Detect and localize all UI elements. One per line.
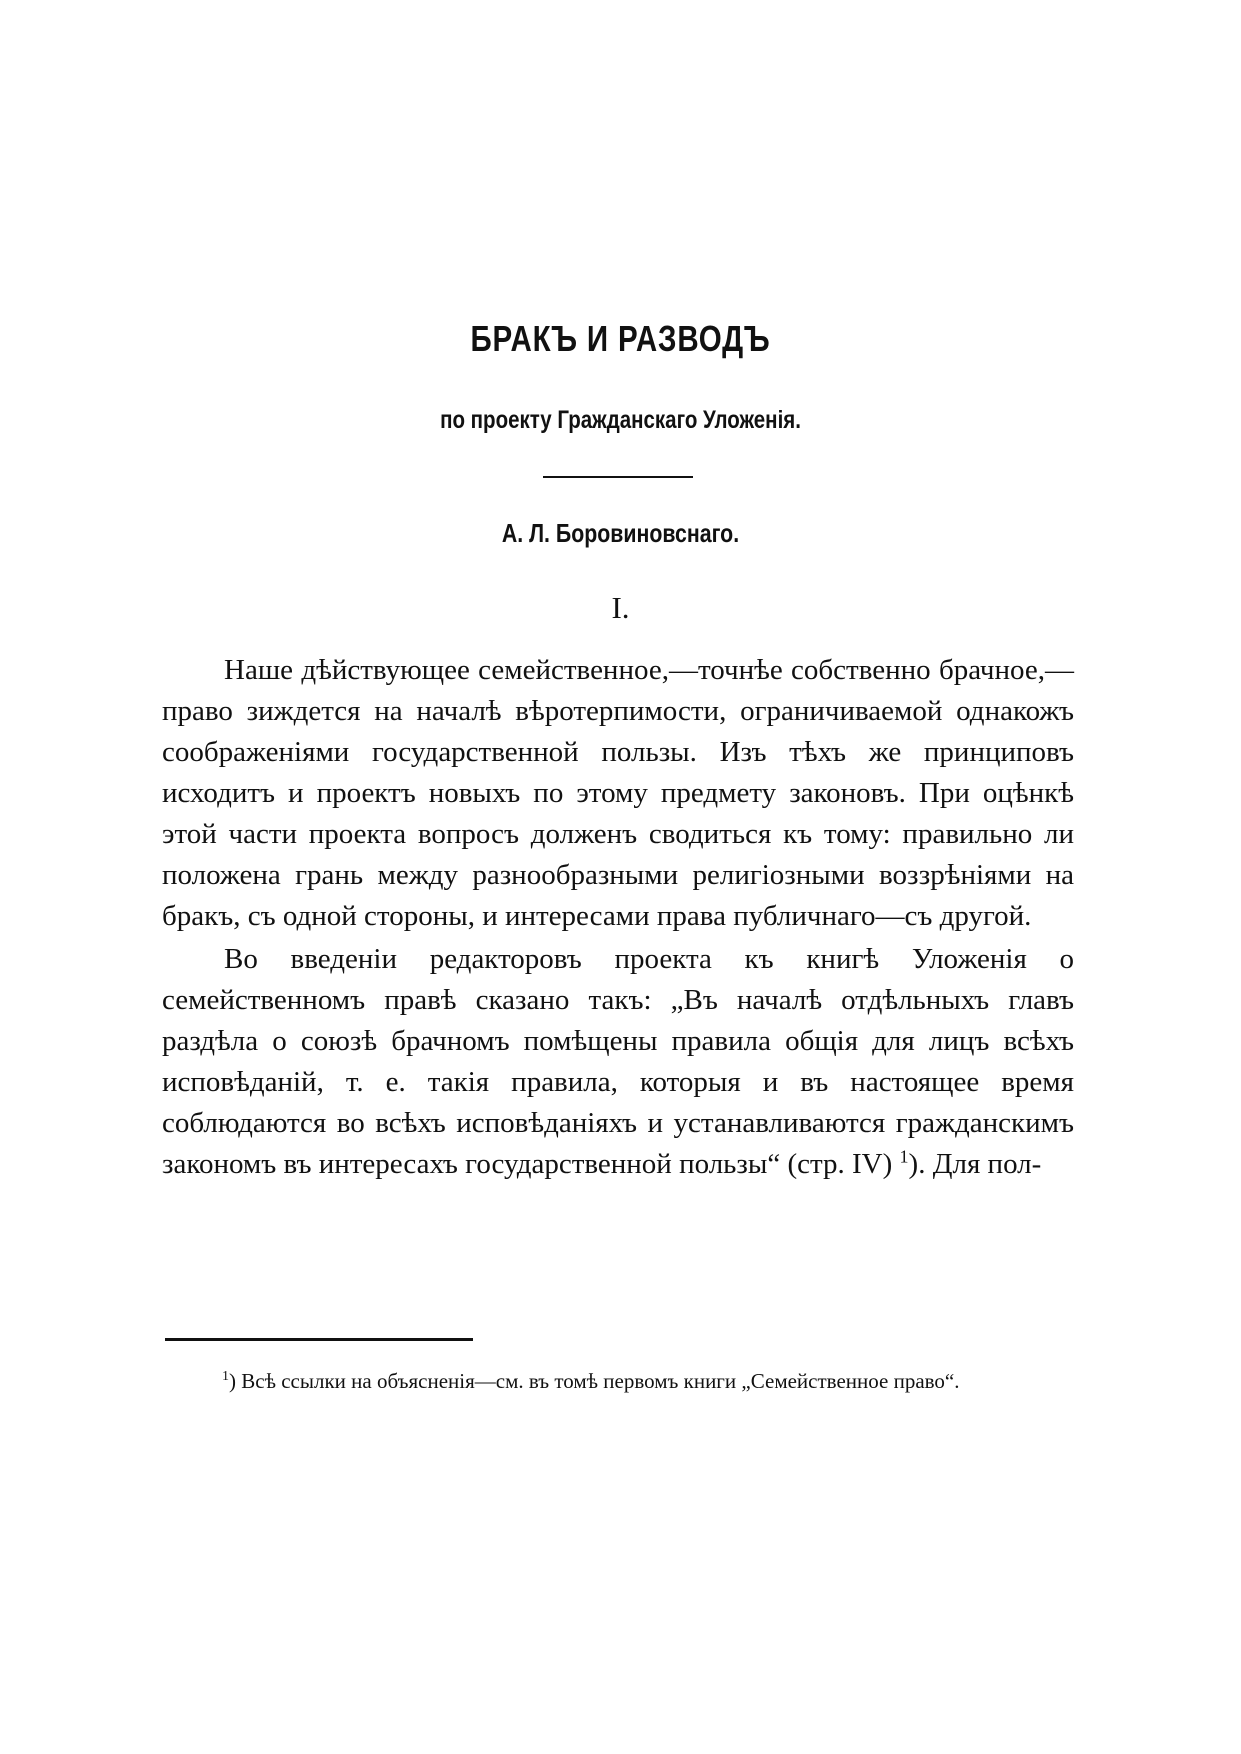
- footnote-reference: 1: [899, 1146, 909, 1167]
- paragraph-2: [162, 939, 1074, 1185]
- footnote-marker: 1: [222, 1369, 229, 1384]
- body-text: [162, 650, 1074, 1185]
- paragraph-1: Наше дѣйствующее семейственное,—точнѣе собственно брачное,—право зиждется на началѣ вѣротерпимости, ограничиваемой однакожъ соображеніями государственной пользы. Изъ тѣхъ же принциповъ исходитъ и проектъ новыхъ по этому предмету законовъ. При оцѣнкѣ этой части проекта вопросъ долженъ сводиться къ тому: правильно ли положена грань между разнообразными религіозными воззрѣніями на бракъ, съ одной стороны, и интересами права публичнаго—съ другой.: [162, 654, 1074, 932]
- paragraph-2-tail: ). Для пол-: [908, 1148, 1042, 1180]
- article-title: БРАКЪ И РАЗВОДЪ: [470, 318, 771, 359]
- author-name: А. Л. Боровиновснаго.: [501, 518, 740, 548]
- title-divider: [543, 476, 693, 478]
- footnote: [162, 1364, 1074, 1398]
- footnote-divider: [165, 1338, 473, 1341]
- article-subtitle: по проекту Гражданскаго Уложенія.: [440, 406, 801, 434]
- section-number: I.: [611, 590, 630, 625]
- footnote-text: ) Всѣ ссылки на объясненія—см. въ томѣ первомъ книги „Семейственное право“.: [229, 1369, 960, 1393]
- paragraph-2-text: Во введеніи редакторовъ проекта къ книгѣ Уложенія о семейственномъ правѣ сказано такъ: „Въ началѣ отдѣльныхъ главъ раздѣла о союзѣ брачномъ помѣщены правила общія для лицъ всѣхъ исповѣданій, т. е. такія правила, которыя и въ настоящее время соблюдаются во всѣхъ исповѣданіяхъ и устанавливаются гражданскимъ закономъ въ интересахъ государственной пользы“ (стр. IV): [162, 943, 1074, 1180]
